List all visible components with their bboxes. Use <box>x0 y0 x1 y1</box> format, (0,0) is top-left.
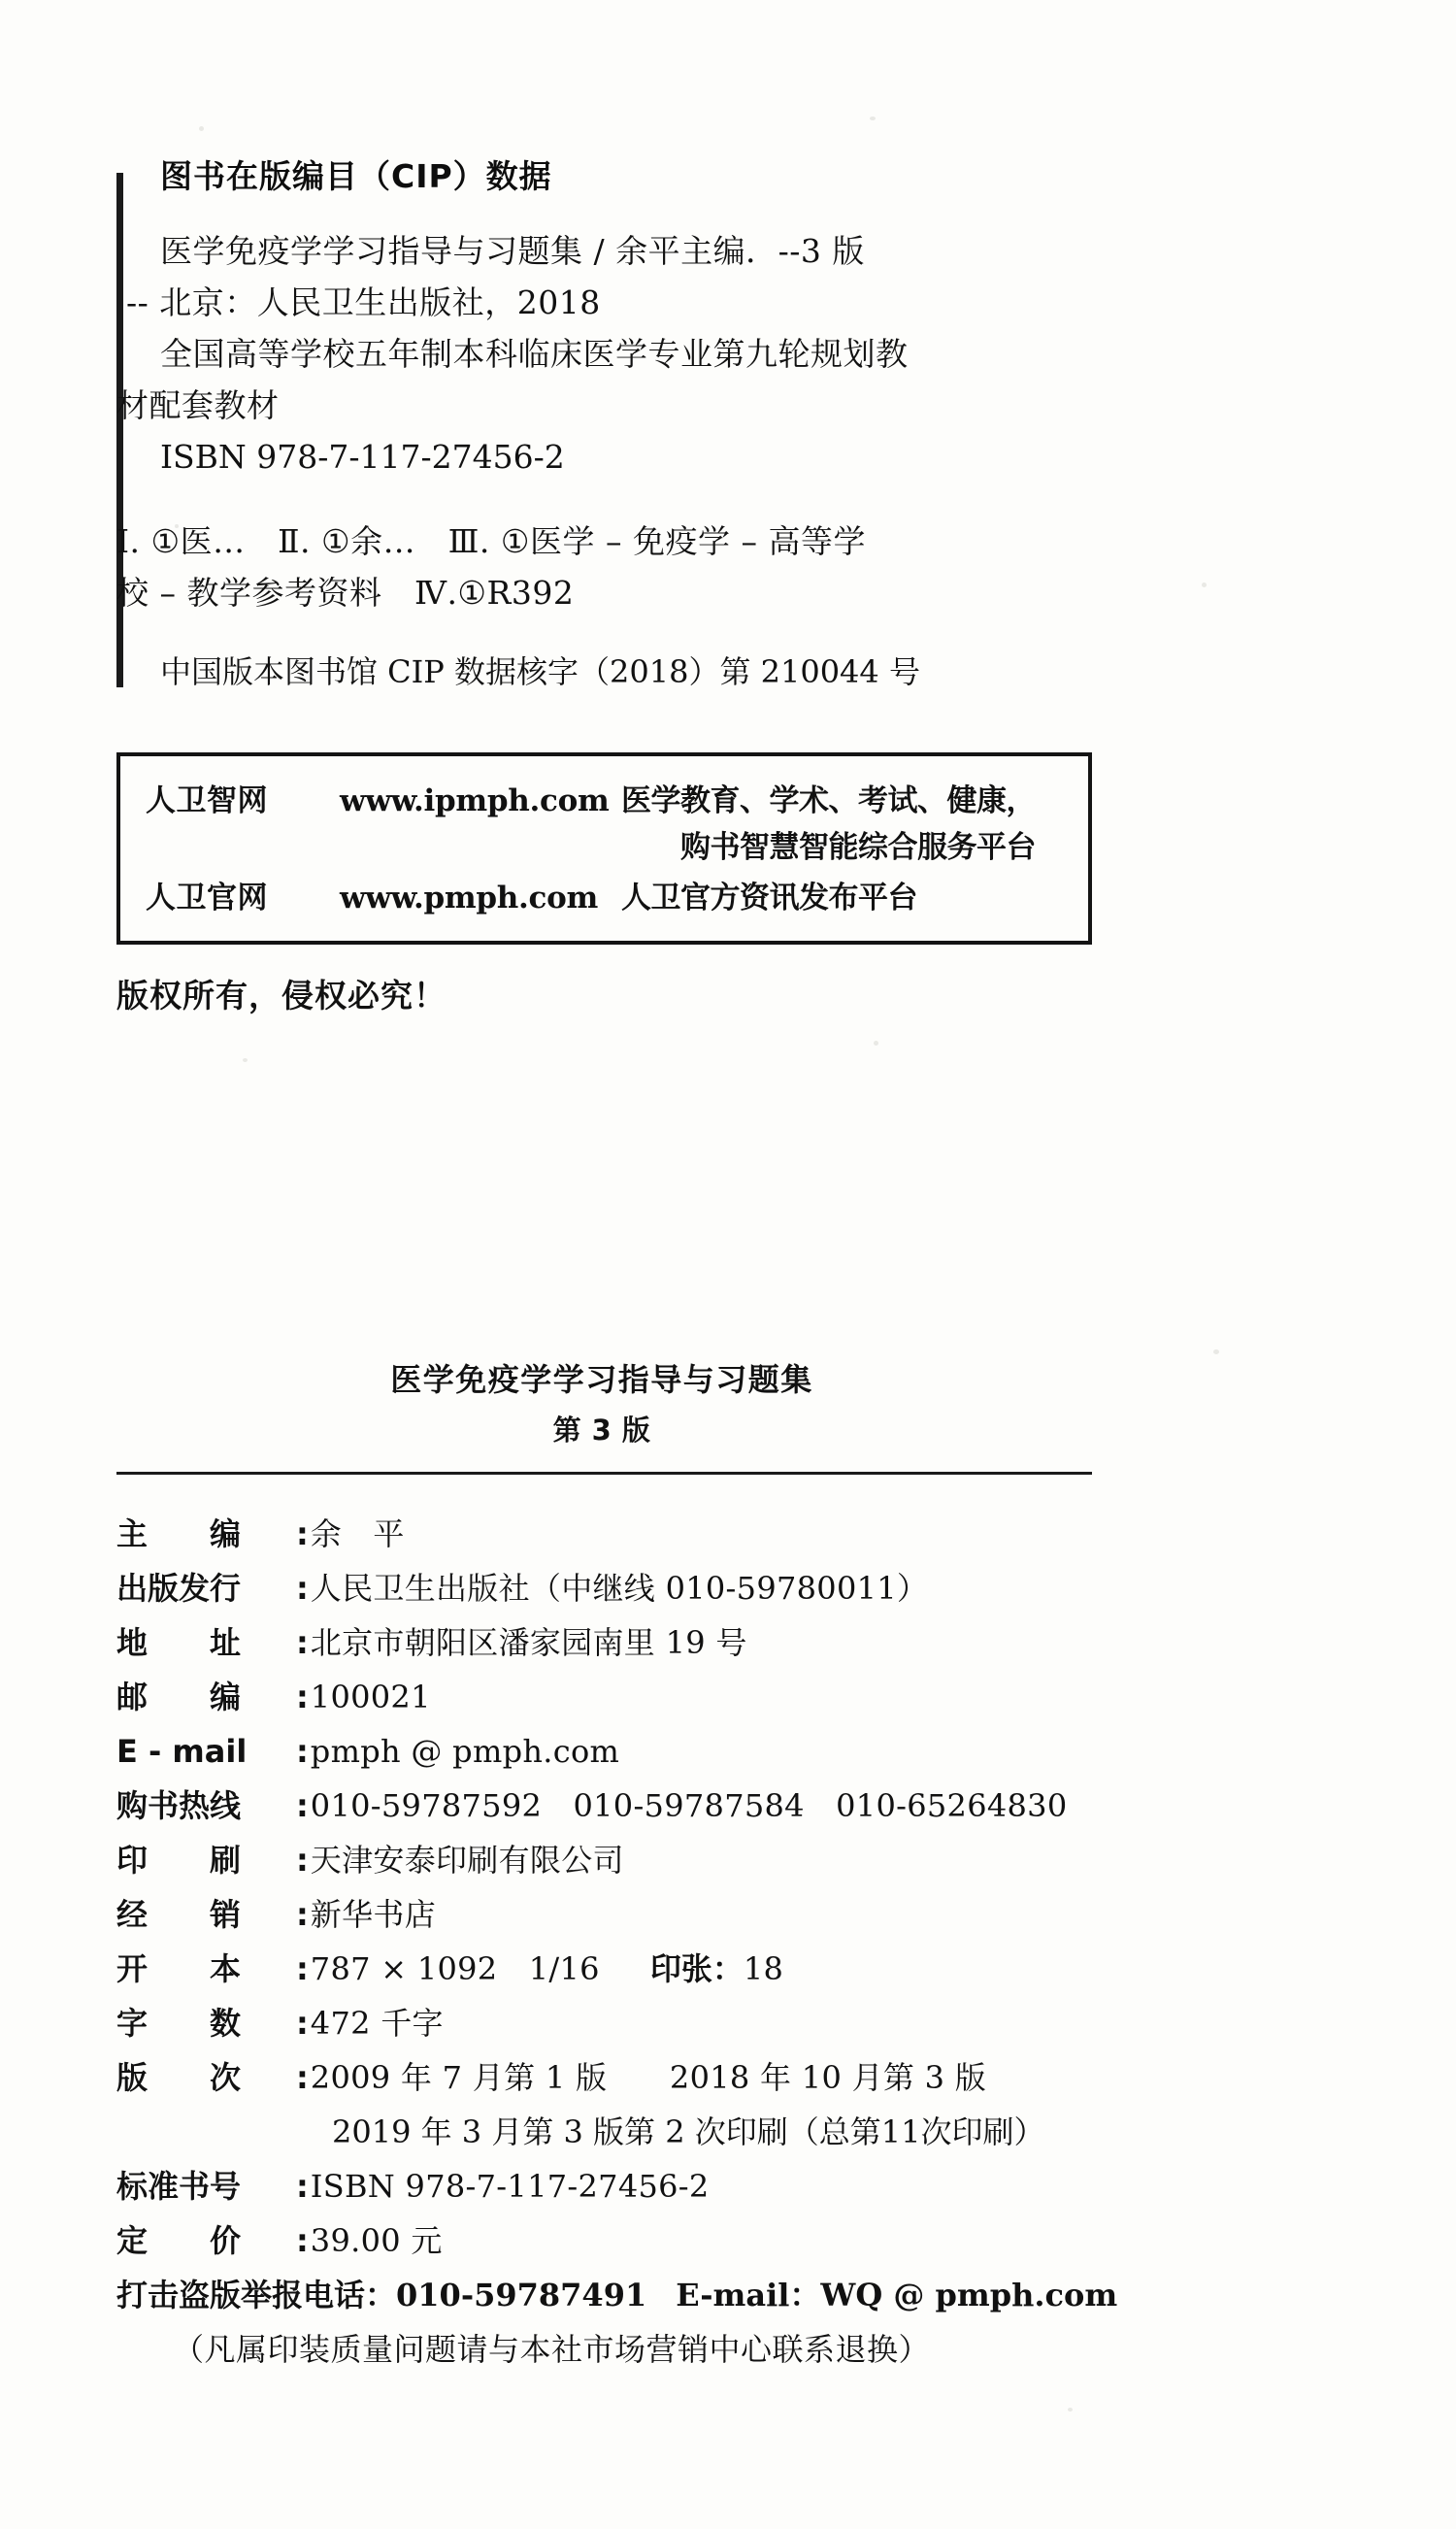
imprint-row-hotline <box>116 1779 1349 1833</box>
imprint-value-printer: 天津安泰印刷有限公司 <box>310 1842 624 1879</box>
imprint-label-address: 地 址 <box>116 1624 242 1661</box>
cip-classification-line-2: 校 – 教学参考资料 Ⅳ.①R392 <box>116 574 575 612</box>
imprint-row-printer <box>116 1833 1349 1887</box>
imprint-colon: : <box>296 1842 309 1879</box>
website-url-pmph[interactable]: www.pmph.com <box>340 881 598 915</box>
imprint-colon: : <box>296 1679 309 1715</box>
website-desc-ipmph-line2: 购书智慧智能综合服务平台 <box>680 830 1036 865</box>
website-label-pmph: 人卫官网 <box>146 881 268 915</box>
imprint-return-note: （凡属印装质量问题请与本社市场营销中心联系退换） <box>173 2331 931 2368</box>
imprint-label-distributor: 经 销 <box>116 1896 242 1933</box>
imprint-colon: : <box>296 2005 309 2042</box>
imprint-label-postcode: 邮 编 <box>116 1679 242 1715</box>
imprint-row-piracy <box>116 2268 1349 2322</box>
cip-line-isbn: ISBN 978-7-117-27456-2 <box>160 438 565 476</box>
imprint-row-format <box>116 1942 1349 1996</box>
imprint-label-editor: 主 编 <box>116 1515 242 1552</box>
imprint-edition: 第 3 版 <box>552 1414 651 1447</box>
imprint-label-format: 开 本 <box>116 1950 242 1987</box>
website-row-ipmph <box>146 778 1063 871</box>
imprint-label-piracy: 打击盗版举报电话： <box>116 2277 397 2313</box>
imprint-colon: : <box>296 1733 309 1770</box>
imprint-value-isbn: ISBN 978-7-117-27456-2 <box>310 2168 710 2205</box>
website-desc-pmph: 人卫官方资讯发布平台 <box>621 881 917 915</box>
imprint-row-price <box>116 2213 1349 2268</box>
imprint-value-edition-dates: 2009 年 7 月第 1 版 2018 年 10 月第 3 版 <box>310 2059 987 2096</box>
imprint-row-distributor <box>116 1887 1349 1942</box>
imprint-value-price: 39.00 元 <box>310 2222 443 2259</box>
imprint-value-publisher: 人民卫生出版社（中继线 010-59780011） <box>310 1570 929 1607</box>
imprint-colon: : <box>296 1787 309 1824</box>
imprint-row-editor <box>116 1507 1349 1561</box>
imprint-label-publisher: 出版发行 <box>116 1570 242 1607</box>
imprint-row-isbn <box>116 2159 1349 2213</box>
cip-line-series: 全国高等学校五年制本科临床医学专业第九轮规划教 <box>160 335 909 373</box>
imprint-row-wordcount <box>116 1996 1349 2050</box>
imprint-row-edition-dates <box>116 2050 1349 2105</box>
cip-core-number: 中国版本图书馆 CIP 数据核字（2018）第 210044 号 <box>160 653 920 690</box>
imprint-row-email <box>116 1724 1349 1779</box>
imprint-value-address: 北京市朝阳区潘家园南里 19 号 <box>310 1624 747 1661</box>
imprint-book-title: 医学免疫学学习指导与习题集 <box>390 1361 813 1398</box>
website-url-ipmph[interactable]: www.ipmph.com <box>340 783 610 818</box>
website-label-ipmph: 人卫智网 <box>146 783 268 818</box>
cip-body <box>116 225 1349 483</box>
imprint-label-sheets: 印张： <box>649 1950 744 1987</box>
imprint-value-format: 787 × 1092 1/16 <box>310 1950 600 1987</box>
imprint-row-postcode <box>116 1670 1349 1724</box>
imprint-label-price: 定 价 <box>116 2222 242 2259</box>
website-desc-ipmph <box>621 778 1036 871</box>
imprint-row-address <box>116 1615 1349 1670</box>
imprint-value-email[interactable]: pmph @ pmph.com <box>310 1733 620 1770</box>
imprint-value-piracy-phone: 010-59787491 <box>396 2277 647 2313</box>
cip-line-title: 医学免疫学学习指导与习题集 / 余平主编．--3 版 <box>160 232 865 270</box>
website-box <box>116 752 1092 945</box>
imprint-value-wordcount: 472 千字 <box>310 2005 444 2042</box>
imprint-label-hotline: 购书热线 <box>116 1787 242 1824</box>
page-content <box>116 0 1349 2529</box>
imprint-value-distributor: 新华书店 <box>310 1896 436 1933</box>
copyright-warning: 版权所有，侵权必究！ <box>116 977 447 1015</box>
imprint-title-block <box>116 1354 1087 1455</box>
cip-heading: 图书在版编目（CIP）数据 <box>160 157 552 195</box>
imprint-colon: : <box>296 1515 309 1552</box>
imprint-label-email: E - mail <box>116 1733 248 1770</box>
cip-classification-line-1: Ⅰ. ①医… Ⅱ. ①余… Ⅲ. ①医学 – 免疫学 – 高等学 <box>116 522 866 560</box>
imprint-label-isbn: 标准书号 <box>116 2168 242 2205</box>
imprint-label-printer: 印 刷 <box>116 1842 242 1879</box>
imprint-value-postcode: 100021 <box>310 1679 431 1715</box>
imprint-colon: : <box>296 2222 309 2259</box>
imprint-colon: : <box>296 2059 309 2096</box>
cip-block <box>116 155 1349 696</box>
imprint-value-piracy-email[interactable]: WQ @ pmph.com <box>820 2277 1118 2313</box>
imprint-label-edition-dates: 版 次 <box>116 2059 242 2096</box>
imprint-colon: : <box>296 1624 309 1661</box>
imprint-colon: : <box>296 1570 309 1607</box>
imprint-details <box>116 1507 1349 2377</box>
cip-classification <box>116 516 1349 618</box>
imprint-row-publisher <box>116 1561 1349 1615</box>
imprint-colon: : <box>296 1896 309 1933</box>
imprint-label-wordcount: 字 数 <box>116 2005 242 2042</box>
imprint-colon: : <box>296 2168 309 2205</box>
imprint-label-piracy-email: E-mail： <box>676 2277 821 2313</box>
imprint-value-editor: 余 平 <box>310 1515 405 1552</box>
imprint-divider <box>116 1472 1092 1475</box>
imprint-print-run: 2019 年 3 月第 3 版第 2 次印刷（总第11次印刷） <box>332 2113 1045 2150</box>
imprint-value-hotline: 010-59787592 010-59787584 010-65264830 <box>310 1787 1068 1824</box>
website-row-pmph <box>146 875 1063 921</box>
cip-line-series-2: 材配套教材 <box>116 386 280 424</box>
cip-line-publisher: -- 北京：人民卫生出版社，2018 <box>126 283 601 321</box>
imprint-colon: : <box>296 1950 309 1987</box>
imprint-value-sheets: 18 <box>743 1950 784 1987</box>
website-desc-ipmph-line1: 医学教育、学术、考试、健康， <box>621 783 1036 818</box>
